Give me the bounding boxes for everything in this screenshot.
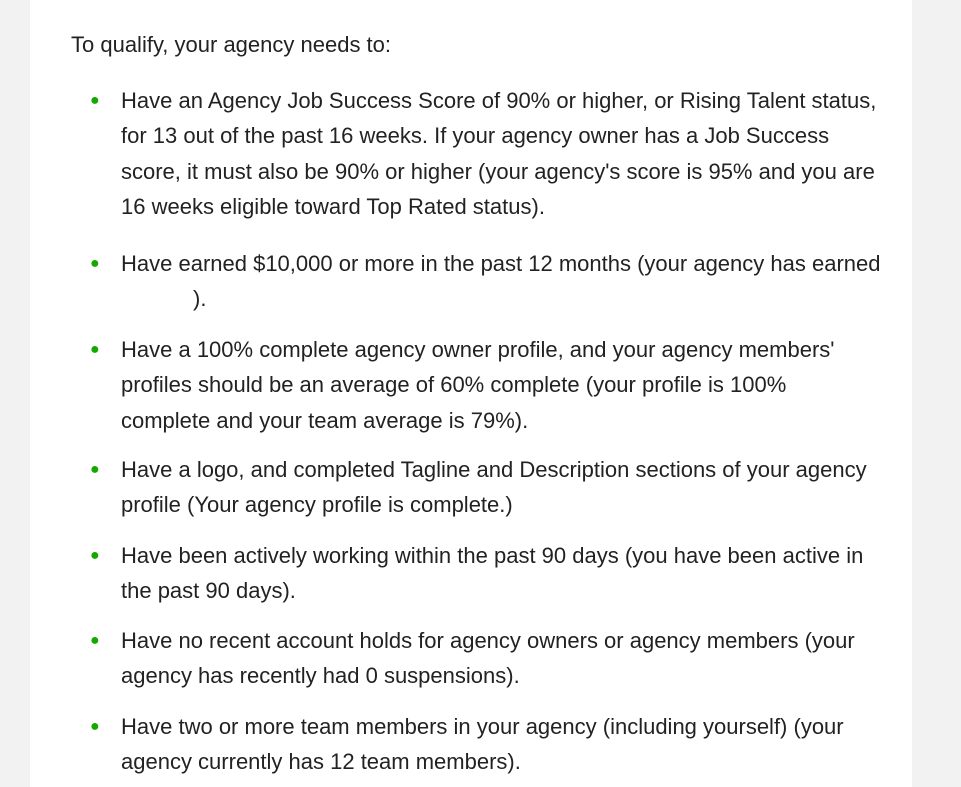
- requirement-text: Have two or more team members in your agency (including yourself) (your agency currently has 12 team members).: [121, 714, 844, 775]
- intro-text: To qualify, your agency needs to:: [71, 32, 392, 57]
- requirement-text: Have been actively working within the past 90 days (you have been active in the past 90 days).: [121, 543, 864, 604]
- requirement-job-success: [90, 83, 881, 224]
- requirement-text: [121, 246, 881, 317]
- bullet-dot-icon: ●: [90, 92, 100, 109]
- requirement-team-members: [90, 709, 881, 780]
- bullet-dot-icon: ●: [90, 461, 100, 478]
- requirement-activity: [90, 538, 881, 609]
- earnings-text-before: Have earned $10,000 or more in the past 12 months (your agency has earned: [121, 251, 881, 276]
- requirement-profile-completeness: [90, 332, 881, 438]
- redacted-amount: [113, 286, 193, 312]
- requirement-text: Have a logo, and completed Tagline and Description sections of your agency profile (Your agency profile is complete.): [121, 457, 867, 518]
- requirement-text: Have an Agency Job Success Score of 90% or higher, or Rising Talent status, for 13 out of the past 16 weeks. If your agency owner has a Job Success score, it must also be 90% or higher (your agency's score is 95% and you are 16 weeks eligible toward Top Rated status).: [121, 88, 877, 219]
- requirement-text: Have no recent account holds for agency owners or agency members (your agency has recently had 0 suspensions).: [121, 628, 855, 689]
- requirement-earnings: [90, 246, 881, 317]
- bullet-dot-icon: ●: [90, 341, 100, 358]
- earnings-text-after: ).: [193, 286, 207, 312]
- requirement-account-holds: [90, 623, 881, 694]
- requirement-logo-tagline: [90, 452, 881, 523]
- bullet-dot-icon: ●: [90, 547, 100, 564]
- bullet-dot-icon: ●: [90, 255, 100, 272]
- bullet-dot-icon: ●: [90, 718, 100, 735]
- bullet-dot-icon: ●: [90, 632, 100, 649]
- requirement-text: Have a 100% complete agency owner profile, and your agency members' profiles should be an average of 60% complete (your profile is 100% complete and your team average is 79%).: [121, 337, 835, 433]
- qualification-card: [30, 0, 912, 787]
